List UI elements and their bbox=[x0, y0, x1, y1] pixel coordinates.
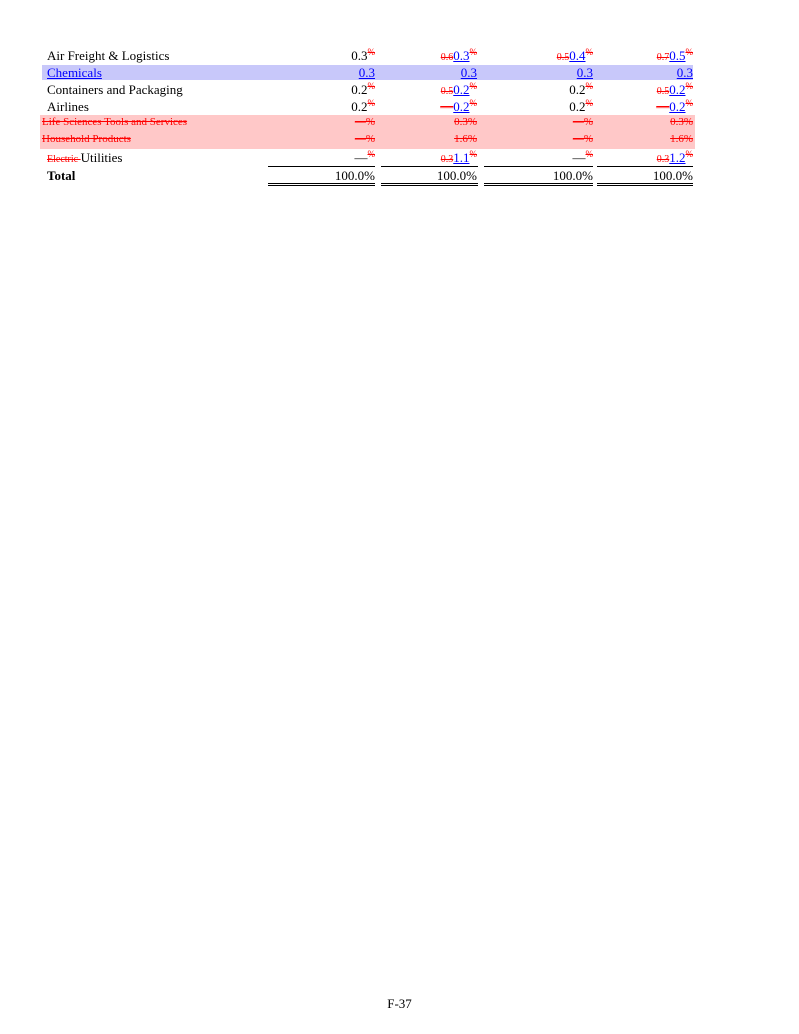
value-cell: 1.6% bbox=[670, 133, 693, 145]
table-row-inserted bbox=[0, 65, 799, 82]
row-label: Airlines bbox=[47, 99, 89, 114]
rule-line bbox=[484, 166, 593, 167]
row-label: Household Products bbox=[42, 133, 131, 145]
value-cell: 0.3 bbox=[358, 65, 375, 80]
double-rule bbox=[268, 183, 375, 186]
value-cell: 0.2% bbox=[569, 98, 593, 114]
table-row bbox=[0, 99, 799, 116]
row-label: Chemicals bbox=[47, 65, 102, 80]
row-label: Air Freight & Logistics bbox=[47, 48, 170, 63]
row-label: Total bbox=[47, 168, 76, 183]
value-cell: 0.3% bbox=[351, 47, 375, 63]
value-cell: 0.50.2% bbox=[656, 81, 693, 97]
value-cell: 0.31.1% bbox=[440, 149, 477, 165]
value-cell: 0.50.4% bbox=[556, 47, 593, 63]
double-rule bbox=[381, 183, 478, 186]
value-cell: 100.0% bbox=[652, 168, 693, 183]
value-cell: —% bbox=[572, 149, 593, 165]
value-cell: 0.60.3% bbox=[440, 47, 477, 63]
value-cell: 0.3% bbox=[454, 116, 477, 128]
value-cell: 0.3 bbox=[460, 65, 477, 80]
value-cell: 100.0% bbox=[436, 168, 477, 183]
value-cell: —0.2% bbox=[656, 98, 693, 114]
value-cell: 100.0% bbox=[334, 168, 375, 183]
value-cell: 0.3 bbox=[676, 65, 693, 80]
row-label: Containers and Packaging bbox=[47, 82, 183, 97]
rule-line bbox=[597, 166, 693, 167]
value-cell: 0.70.5% bbox=[656, 47, 693, 63]
value-cell: 0.3% bbox=[670, 116, 693, 128]
value-cell: —0.2% bbox=[440, 98, 477, 114]
value-cell: 0.50.2% bbox=[440, 81, 477, 97]
value-cell: —% bbox=[572, 116, 593, 128]
double-rule bbox=[484, 183, 593, 186]
value-cell: 0.31.2% bbox=[656, 149, 693, 165]
table-row bbox=[0, 48, 799, 65]
rule-line bbox=[268, 166, 375, 167]
value-cell: 0.2% bbox=[351, 98, 375, 114]
value-cell: 100.0% bbox=[552, 168, 593, 183]
row-label: Electric Utilities bbox=[47, 150, 123, 165]
table-row-deleted bbox=[0, 132, 799, 149]
double-rule bbox=[597, 183, 693, 186]
row-label: Life Sciences Tools and Services bbox=[42, 116, 188, 128]
value-cell: 0.2% bbox=[569, 81, 593, 97]
table-row-deleted bbox=[0, 115, 799, 132]
value-cell: 0.3 bbox=[576, 65, 593, 80]
value-cell: —% bbox=[572, 133, 593, 145]
page-number: F-37 bbox=[387, 996, 412, 1011]
table-row bbox=[0, 82, 799, 99]
value-cell: 0.2% bbox=[351, 81, 375, 97]
value-cell: —% bbox=[354, 116, 375, 128]
rule-line bbox=[381, 166, 478, 167]
value-cell: —% bbox=[354, 133, 375, 145]
value-cell: 1.6% bbox=[454, 133, 477, 145]
value-cell: —% bbox=[354, 149, 375, 165]
table-row bbox=[0, 150, 799, 167]
